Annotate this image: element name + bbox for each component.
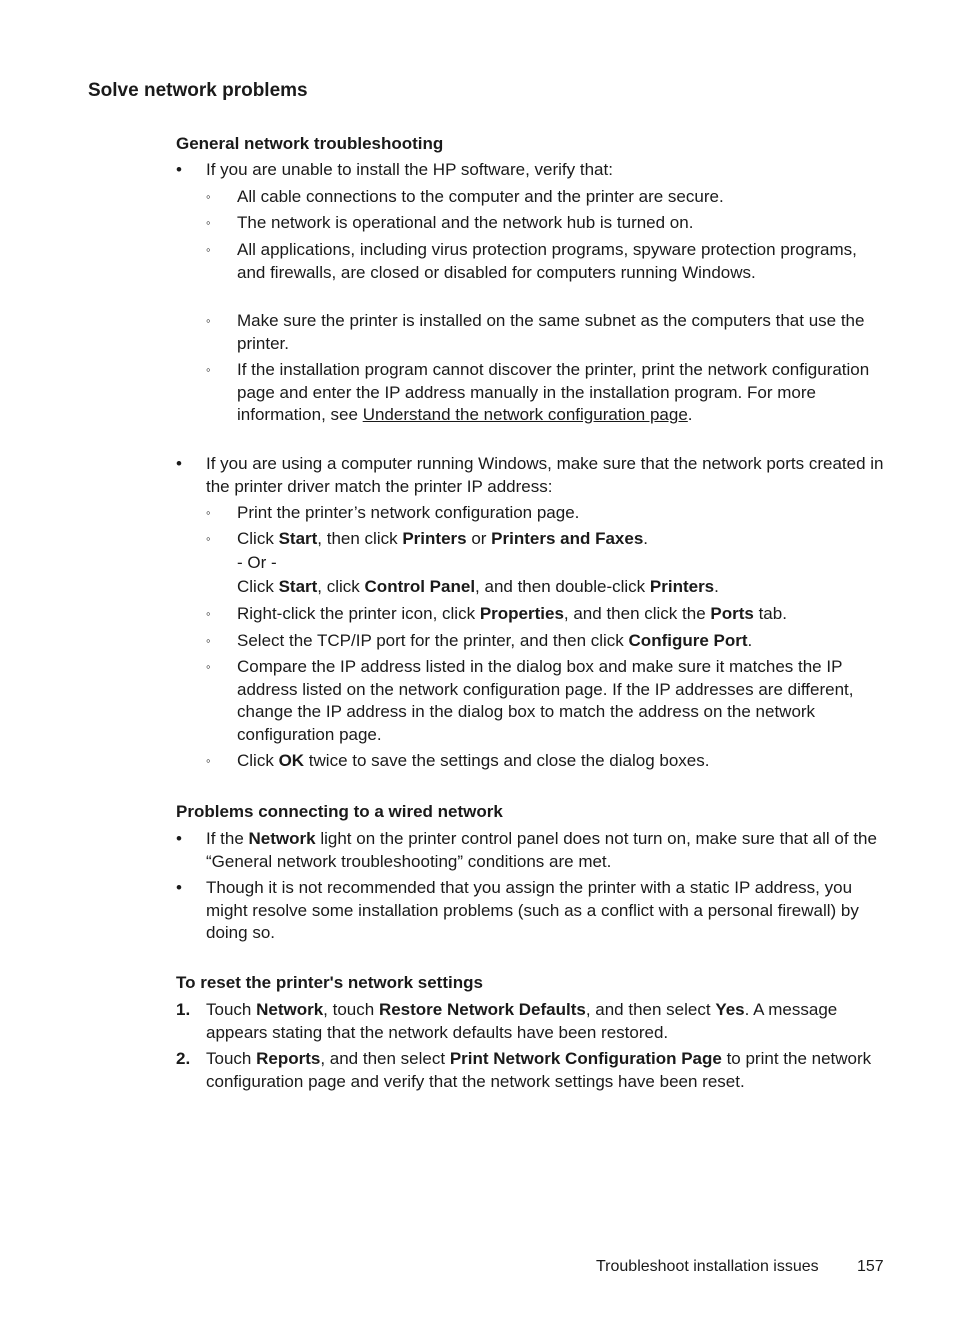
sub-bullet-icon: ◦ — [206, 242, 211, 257]
sub-bullet-icon: ◦ — [206, 633, 211, 648]
list-item: • Though it is not recommended that you assign the printer with a static IP address, you might resolve some installation problems (such as a conflict with a personal firewall) by doing so. — [176, 878, 859, 942]
list-item: ◦ Click Start, then click Printers or Printers and Faxes. - Or - Click Start, click Control Panel, and then double-click Printers. — [206, 529, 719, 596]
sub-bullet-icon: ◦ — [206, 531, 211, 546]
list-item: ◦ If the installation program cannot discover the printer, print the network configuration page and enter the IP address manually in the installation program. For more information, see Understand the network configuration page. — [206, 360, 870, 424]
section-heading-general: General network troubleshooting — [176, 134, 444, 153]
section-heading-wired: Problems connecting to a wired network — [176, 802, 503, 821]
page-number: 157 — [857, 1258, 884, 1275]
step-number: 2. — [176, 1049, 191, 1068]
list-item: ◦ The network is operational and the network hub is turned on. — [206, 212, 886, 235]
list-item: ◦ Select the TCP/IP port for the printer, and then click Configure Port. — [206, 630, 886, 653]
list-item: 1. Touch Network, touch Restore Network Defaults, and then select Yes. A message appears stating that the network defaults have been restored. — [176, 1000, 838, 1042]
list-item: • If the Network light on the printer control panel does not turn on, make sure that all of the “General network troubleshooting” conditions are met. — [176, 829, 877, 871]
sub-bullet-icon: ◦ — [206, 606, 211, 621]
bullet-icon: • — [176, 160, 182, 179]
list-item: ◦ Right-click the printer icon, click Properties, and then click the Ports tab. — [206, 603, 886, 626]
list-item: • If you are unable to install the HP software, verify that: — [176, 159, 886, 182]
sub-bullet-icon: ◦ — [206, 505, 211, 520]
section-heading-reset: To reset the printer's network settings — [176, 973, 483, 992]
list-item: ◦ Click OK twice to save the settings and close the dialog boxes. — [206, 750, 886, 773]
list-item: • If you are using a computer running Windows, make sure that the network ports created in the printer driver match the printer IP address: — [176, 454, 884, 496]
sub-bullet-icon: ◦ — [206, 362, 211, 377]
list-item: ◦ Make sure the printer is installed on the same subnet as the computers that use the printer. — [206, 311, 865, 353]
list-item: ◦ Compare the IP address listed in the dialog box and make sure it matches the IP address listed on the network configuration page. If the IP addresses are different, change the IP address in the dialog box to match the address on the network configuration page. — [206, 657, 854, 744]
page-title: Solve network problems — [88, 80, 308, 101]
step-number: 1. — [176, 1000, 191, 1019]
list-item: 2. Touch Reports, and then select Print Network Configuration Page to print the network configuration page and verify that the network settings have been reset. — [176, 1049, 872, 1091]
sub-bullet-icon: ◦ — [206, 313, 211, 328]
network-config-page-link[interactable]: Understand the network configuration page — [362, 405, 688, 424]
bullet-icon: • — [176, 878, 182, 897]
footer-section-title: Troubleshoot installation issues — [596, 1258, 819, 1275]
sub-bullet-icon: ◦ — [206, 189, 211, 204]
bullet-icon: • — [176, 829, 182, 848]
list-item: ◦ All applications, including virus protection programs, spyware protection programs, and firewalls, are closed or disabled for computers running Windows. — [206, 240, 857, 282]
sub-bullet-icon: ◦ — [206, 753, 211, 768]
list-item: ◦ Print the printer’s network configuration page. — [206, 502, 886, 525]
list-item: ◦ All cable connections to the computer and the printer are secure. — [206, 186, 886, 209]
sub-bullet-icon: ◦ — [206, 215, 211, 230]
bullet-icon: • — [176, 454, 182, 473]
sub-bullet-icon: ◦ — [206, 659, 211, 674]
